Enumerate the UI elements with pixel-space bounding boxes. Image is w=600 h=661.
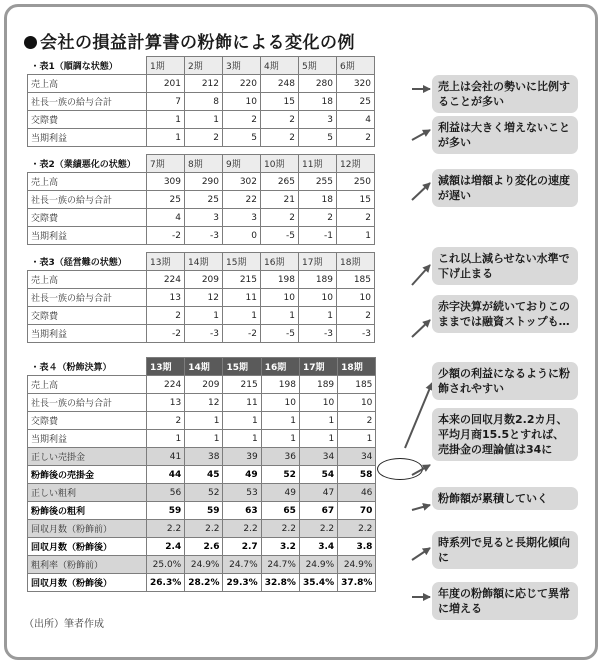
table-cell: 3.8 <box>338 538 376 556</box>
table-cell: 2.2 <box>299 520 337 538</box>
callout-8: 粉飾額が累積していく <box>432 487 578 510</box>
table-cell: 255 <box>299 173 337 191</box>
callout-2: 利益は大きく増えないことが多い <box>432 116 578 154</box>
table-cell: 3 <box>185 209 223 227</box>
table-cell: 290 <box>185 173 223 191</box>
table-cell: 185 <box>338 376 376 394</box>
table-cell: -1 <box>299 227 337 245</box>
table-cell: 320 <box>337 75 375 93</box>
table-cell: 18 <box>299 93 337 111</box>
table-cell: 2.4 <box>147 538 185 556</box>
period-header: 15期 <box>223 253 261 271</box>
table-cell: 215 <box>223 271 261 289</box>
period-header: 3期 <box>223 57 261 75</box>
table-cell: 34 <box>299 448 337 466</box>
table-cell: 1 <box>299 430 337 448</box>
row-label: 売上高 <box>28 173 147 191</box>
row-label: 交際費 <box>28 307 147 325</box>
table-cell: 10 <box>299 394 337 412</box>
table-cell: 198 <box>261 271 299 289</box>
source-note: （出所）筆者作成 <box>24 619 104 630</box>
period-header: 17期 <box>299 253 337 271</box>
table-cell: 13 <box>147 394 185 412</box>
table-cell: 2.2 <box>223 520 261 538</box>
table-cell: 215 <box>223 376 261 394</box>
table-cell: 5 <box>299 129 337 147</box>
row-label: 粉飾後の売掛金 <box>28 466 147 484</box>
callout-7: 本来の回収月数2.2カ月、平均月商15.5とすれば、売掛金の理論値は34に <box>432 408 578 461</box>
table-cell: 29.3% <box>223 574 261 592</box>
table-cell: 280 <box>299 75 337 93</box>
table-cell: 25 <box>185 191 223 209</box>
table-cell: 1 <box>223 412 261 430</box>
row-label: 回収月数（粉飾後） <box>28 574 147 592</box>
arrow-2 <box>412 130 430 140</box>
table-cell: 1 <box>337 227 375 245</box>
period-header: 14期 <box>185 253 223 271</box>
title-text: 会社の損益計算書の粉飾による変化の例 <box>40 33 355 53</box>
table-name: ・表3（経営難の状態） <box>28 253 147 271</box>
table-cell: 70 <box>338 502 376 520</box>
table-cell: 2 <box>338 412 376 430</box>
table-cell: 2.7 <box>223 538 261 556</box>
table-cell: 18 <box>299 191 337 209</box>
table-cell: 4 <box>337 111 375 129</box>
table-cell: 1 <box>147 129 185 147</box>
table-cell: 26.3% <box>147 574 185 592</box>
table-cell: 265 <box>261 173 299 191</box>
table-cell: 53 <box>223 484 261 502</box>
table-cell: 35.4% <box>299 574 337 592</box>
table-cell: 10 <box>261 289 299 307</box>
table-cell: 1 <box>261 412 299 430</box>
row-label: 粗利率（粉飾前） <box>28 556 147 574</box>
table-cell: 2 <box>337 129 375 147</box>
table-cell: 201 <box>147 75 185 93</box>
table-cell: 15 <box>337 191 375 209</box>
table-cell: 37.8% <box>338 574 376 592</box>
row-label: 社長一族の給与合計 <box>28 93 147 111</box>
table-cell: 185 <box>337 271 375 289</box>
table-cell: 2.2 <box>338 520 376 538</box>
period-header: 16期 <box>261 358 299 376</box>
table-name: ・表2（業績悪化の状態） <box>28 155 147 173</box>
table-cell: -2 <box>147 325 185 343</box>
table-cell: 10 <box>337 289 375 307</box>
table-cell: 28.2% <box>185 574 223 592</box>
table-cell: 13 <box>147 289 185 307</box>
table-cell: 2.6 <box>185 538 223 556</box>
table-cell: 1 <box>185 430 223 448</box>
table-cell: 38 <box>185 448 223 466</box>
table-cell: 3.2 <box>261 538 299 556</box>
row-label: 売上高 <box>28 271 147 289</box>
row-label: 売上高 <box>28 376 147 394</box>
period-header: 14期 <box>185 358 223 376</box>
row-label: 交際費 <box>28 111 147 129</box>
table-cell: 24.7% <box>261 556 299 574</box>
table-cell: 39 <box>223 448 261 466</box>
arrow-9 <box>412 548 430 560</box>
period-header: 9期 <box>223 155 261 173</box>
row-label: 当期利益 <box>28 227 147 245</box>
table-cell: 209 <box>185 376 223 394</box>
period-header: 18期 <box>337 253 375 271</box>
arrow-7 <box>412 465 430 475</box>
table-cell: 59 <box>147 502 185 520</box>
callout-9: 時系列で見ると長期化傾向に <box>432 531 578 569</box>
arrow-8 <box>412 505 430 510</box>
period-header: 17期 <box>299 358 337 376</box>
table-cell: 1 <box>338 430 376 448</box>
table-cell: 58 <box>338 466 376 484</box>
table-cell: 56 <box>147 484 185 502</box>
table-cell: 10 <box>223 93 261 111</box>
table-cell: 2 <box>261 209 299 227</box>
table-cell: 21 <box>261 191 299 209</box>
table-cell: 10 <box>338 394 376 412</box>
row-label: 交際費 <box>28 209 147 227</box>
table-cell: 189 <box>299 271 337 289</box>
period-header: 6期 <box>337 57 375 75</box>
table-cell: 2 <box>299 209 337 227</box>
period-header: 11期 <box>299 155 337 173</box>
table-cell: 2.2 <box>261 520 299 538</box>
table-cell: 1 <box>185 307 223 325</box>
table-cell: 65 <box>261 502 299 520</box>
period-header: 15期 <box>223 358 261 376</box>
table-cell: -3 <box>299 325 337 343</box>
table-cell: 7 <box>147 93 185 111</box>
period-header: 18期 <box>338 358 376 376</box>
table-cell: 44 <box>147 466 185 484</box>
row-label: 当期利益 <box>28 430 147 448</box>
period-header: 13期 <box>147 253 185 271</box>
table-cell: -3 <box>185 227 223 245</box>
table-cell: 67 <box>299 502 337 520</box>
arrow-4 <box>412 265 430 285</box>
table-cell: 224 <box>147 271 185 289</box>
table-cell: 189 <box>299 376 337 394</box>
table-cell: 45 <box>185 466 223 484</box>
period-header: 12期 <box>337 155 375 173</box>
row-label: 交際費 <box>28 412 147 430</box>
callout-5: 赤字決算が続いておりこのままでは融資ストップも… <box>432 295 578 333</box>
row-label: 正しい粗利 <box>28 484 147 502</box>
table-cell: 12 <box>185 394 223 412</box>
period-header: 8期 <box>185 155 223 173</box>
table-cell: -2 <box>223 325 261 343</box>
table-cell: -2 <box>147 227 185 245</box>
table-cell: 36 <box>261 448 299 466</box>
period-header: 10期 <box>261 155 299 173</box>
period-header: 5期 <box>299 57 337 75</box>
table-cell: 59 <box>185 502 223 520</box>
table-cell: 2.2 <box>147 520 185 538</box>
table-cell: 248 <box>261 75 299 93</box>
table-cell: 25 <box>147 191 185 209</box>
table-cell: 49 <box>223 466 261 484</box>
table-cell: 309 <box>147 173 185 191</box>
table-cell: 2 <box>261 129 299 147</box>
table-name: ・表４（粉飾決算） <box>28 358 147 376</box>
table-cell: 1 <box>185 412 223 430</box>
table-cell: 10 <box>261 394 299 412</box>
table-cell: 2.2 <box>185 520 223 538</box>
period-header: 13期 <box>147 358 185 376</box>
row-label: 社長一族の給与合計 <box>28 394 147 412</box>
table-cell: 15 <box>261 93 299 111</box>
table-cell: 220 <box>223 75 261 93</box>
arrow-6 <box>405 383 432 448</box>
table-cell: 302 <box>223 173 261 191</box>
row-label: 粉飾後の粗利 <box>28 502 147 520</box>
table-cell: 10 <box>299 289 337 307</box>
table-cell: 24.9% <box>299 556 337 574</box>
table-cell: 8 <box>185 93 223 111</box>
table-cell: 224 <box>147 376 185 394</box>
row-label: 当期利益 <box>28 325 147 343</box>
table-cell: 1 <box>299 307 337 325</box>
table-cell: 2 <box>261 111 299 129</box>
row-label: 売上高 <box>28 75 147 93</box>
row-label: 社長一族の給与合計 <box>28 289 147 307</box>
table-cell: 250 <box>337 173 375 191</box>
table-cell: 25 <box>337 93 375 111</box>
table-cell: 54 <box>299 466 337 484</box>
table-cell: 0 <box>223 227 261 245</box>
table-cell: 12 <box>185 289 223 307</box>
row-label: 当期利益 <box>28 129 147 147</box>
table-cell: 5 <box>223 129 261 147</box>
table-cell: 2 <box>337 307 375 325</box>
row-label: 回収月数（粉飾後） <box>28 538 147 556</box>
period-header: 2期 <box>185 57 223 75</box>
table-cell: 212 <box>185 75 223 93</box>
table-cell: 1 <box>223 307 261 325</box>
table-cell: -3 <box>337 325 375 343</box>
callout-3: 減額は増額より変化の速度が遅い <box>432 169 578 207</box>
arrow-3 <box>412 183 430 200</box>
table-cell: 52 <box>185 484 223 502</box>
table-cell: -5 <box>261 227 299 245</box>
table-cell: 2 <box>185 129 223 147</box>
table-cell: 24.9% <box>185 556 223 574</box>
callout-1: 売上は会社の勢いに比例することが多い <box>432 75 578 113</box>
table-cell: 34 <box>338 448 376 466</box>
table-cell: 2 <box>147 412 185 430</box>
arrow-5 <box>412 320 430 337</box>
period-header: 4期 <box>261 57 299 75</box>
table-cell: 2 <box>147 307 185 325</box>
row-label: 社長一族の給与合計 <box>28 191 147 209</box>
table-cell: 1 <box>147 430 185 448</box>
table-cell: 22 <box>223 191 261 209</box>
period-header: 16期 <box>261 253 299 271</box>
table-cell: 2 <box>337 209 375 227</box>
table-cell: 47 <box>299 484 337 502</box>
table-name: ・表1（順調な状態） <box>28 57 147 75</box>
table-cell: 24.9% <box>338 556 376 574</box>
table-cell: -5 <box>261 325 299 343</box>
table-cell: 49 <box>261 484 299 502</box>
table-cell: 198 <box>261 376 299 394</box>
table-cell: 32.8% <box>261 574 299 592</box>
period-header: 1期 <box>147 57 185 75</box>
table-cell: 209 <box>185 271 223 289</box>
table-cell: 52 <box>261 466 299 484</box>
table-cell: 2 <box>223 111 261 129</box>
period-header: 7期 <box>147 155 185 173</box>
table-cell: 41 <box>147 448 185 466</box>
row-label: 回収月数（粉飾前） <box>28 520 147 538</box>
table-cell: 1 <box>223 430 261 448</box>
table-cell: 1 <box>261 430 299 448</box>
table-cell: 3 <box>299 111 337 129</box>
table-cell: -3 <box>185 325 223 343</box>
callout-6: 少額の利益になるように粉飾されやすい <box>432 362 578 400</box>
table-cell: 63 <box>223 502 261 520</box>
table-cell: 11 <box>223 394 261 412</box>
table-cell: 3 <box>223 209 261 227</box>
callout-10: 年度の粉飾額に応じて異常に増える <box>432 582 578 620</box>
table-cell: 1 <box>147 111 185 129</box>
table-cell: 25.0% <box>147 556 185 574</box>
table-cell: 1 <box>185 111 223 129</box>
table-cell: 11 <box>223 289 261 307</box>
table-cell: 46 <box>338 484 376 502</box>
table-cell: 24.7% <box>223 556 261 574</box>
row-label: 正しい売掛金 <box>28 448 147 466</box>
callout-4: これ以上減らせない水準で下げ止まる <box>432 247 578 285</box>
table-cell: 4 <box>147 209 185 227</box>
table-cell: 3.4 <box>299 538 337 556</box>
table-cell: 1 <box>299 412 337 430</box>
table-cell: 1 <box>261 307 299 325</box>
